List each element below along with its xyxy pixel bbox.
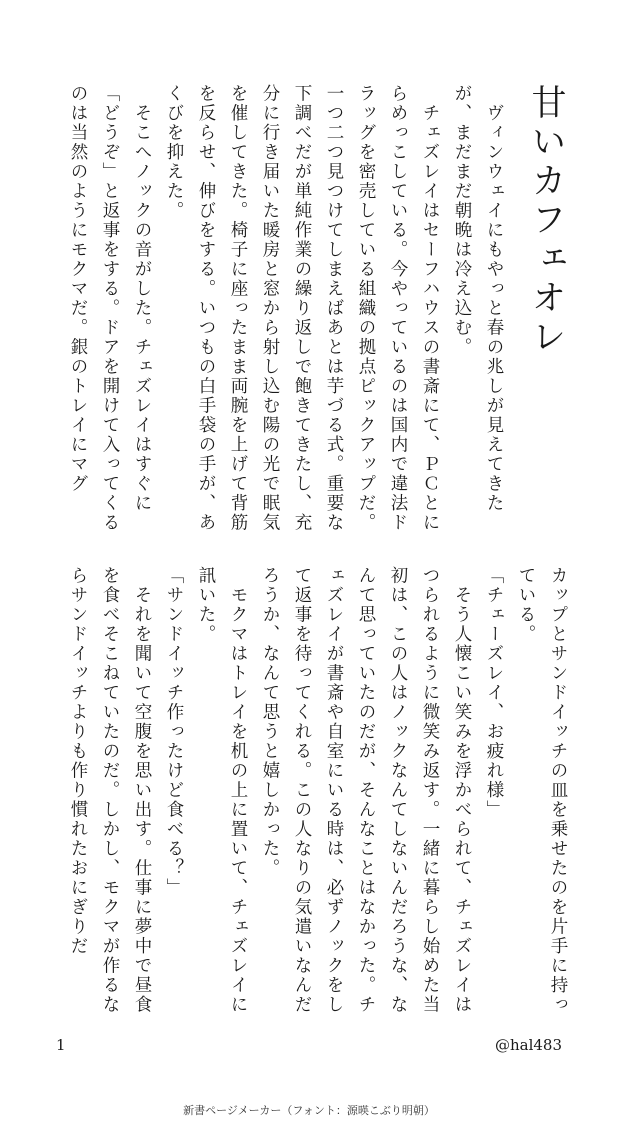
paragraph: そこへノックの音がした。チェズレイはすぐに「どうぞ」と返事をする。ドアを開けて入ってくるのは当然のようにモクマだ。銀のトレイにマグ: [68, 84, 152, 533]
paragraph: 「チェーズレイ、お疲れ様」: [484, 566, 504, 820]
paragraph: そう人懐こい笑みを浮かべられて、チェズレイはつられるように微笑み返す。一緒に暮らし始めた当初は、この人はノックなんてしないんだろうな、なんて思っていたのだが、そんなことはなかった。チェズレイが書斎や自室にいる時は、必ずノックをして返事を待ってくれる。この人なりの気遣いなんだろうか、なんて思うと嬉しかった。: [260, 566, 472, 1015]
paragraph: ヴィンウェイにもやっと春の兆しが見えてきたが、まだまだ朝晩は冷え込む。: [452, 84, 504, 513]
body-text-upper: [62, 84, 510, 534]
paragraph: 「サンドイッチ作ったけど食べる？」: [164, 566, 184, 898]
author-handle: @hal483: [494, 1036, 562, 1054]
paragraph: モクマはトレイを机の上に置いて、チェズレイに訊いた。: [196, 566, 248, 1015]
generator-credit: 新書ページメーカー（フォント：源暎こぶり明朝）: [183, 1104, 435, 1117]
paragraph: チェズレイはセーフハウスの書斎にて、ＰＣとにらめっこしている。今やっているのは国内で違法ドラッグを密売している組織の拠点ピックアップだ。一つ二つ見つけてしまえばあとは芋づる式。重要な下調べだが単純作業の繰り返しで飽きてきたし、充分に行き届いた暖房と窓から射し込む陽の光で眠気を催してきた。椅子に座ったまま両腕を上げて背筋を反らせ、伸びをする。いつもの白手袋の手が、あくびを抑えた。: [164, 84, 440, 533]
paragraph: カップとサンドイッチの皿を乗せたのを片手に持っている。: [516, 566, 568, 1015]
story-title: 甘いカフェオレ: [526, 84, 566, 357]
body-text-lower: [62, 566, 574, 1016]
page-number: 1: [56, 1036, 66, 1054]
paragraph: それを聞いて空腹を思い出す。仕事に夢中で昼食を食べそこねていたのだ。しかし、モクマが作るならサンドイッチよりも作り慣れたおにぎりだ: [68, 566, 152, 1015]
